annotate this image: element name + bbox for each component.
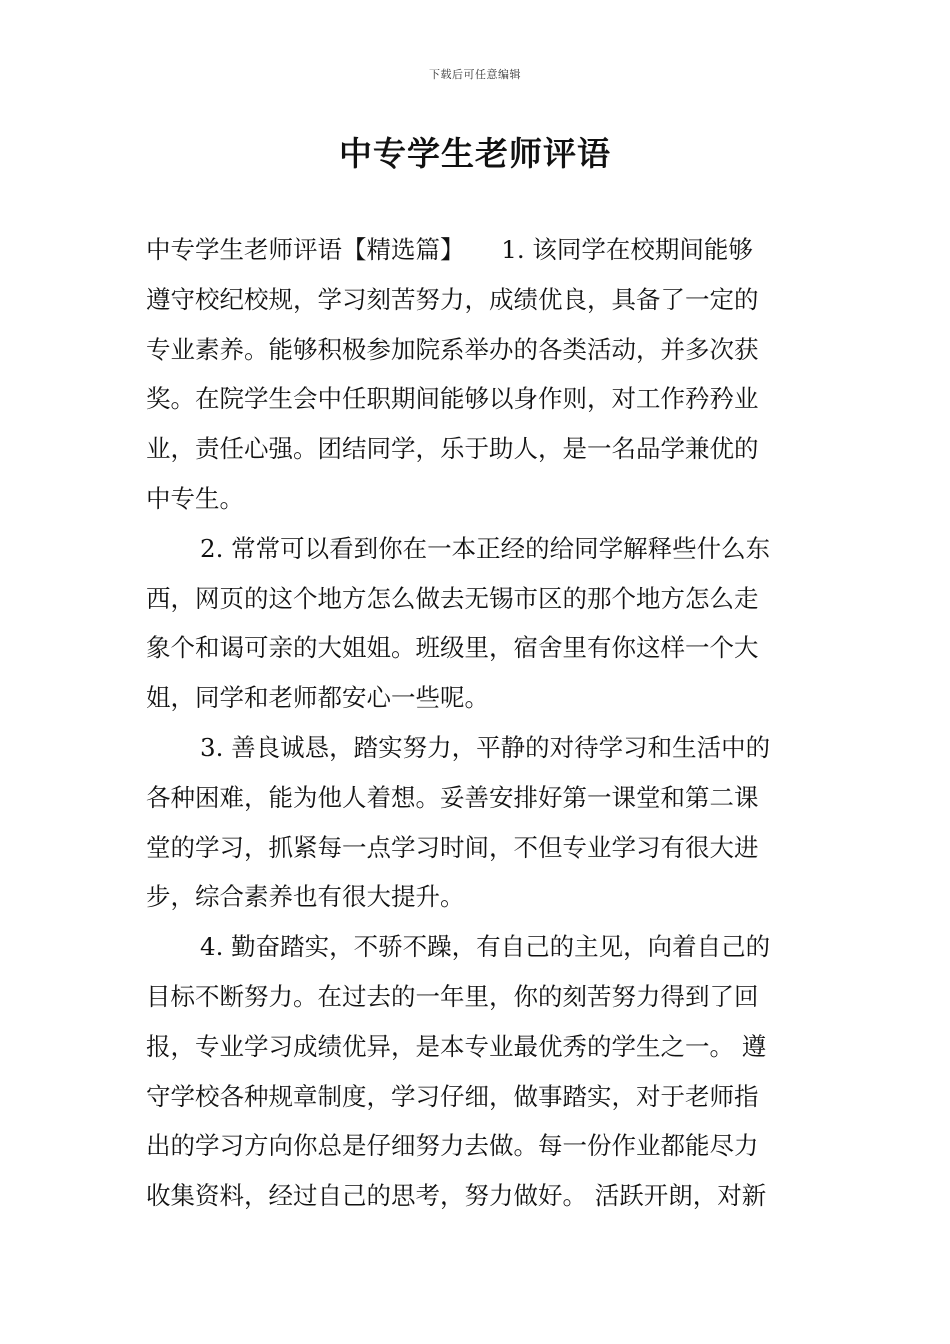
text-line: 象个和谒可亲的大姐姐。班级里，宿舍里有你这样一个大 — [146, 633, 759, 663]
text-line: 收集资料，经过自己的思考，努力做好。 活跃开朗，对新 — [146, 1181, 767, 1211]
text-line: 遵守校纪校规，学习刻苦努力，成绩优良，具备了一定的 — [146, 284, 759, 314]
text-line: 守学校各种规章制度，学习仔细，做事踏实，对于老师指 — [146, 1081, 759, 1111]
text-line: 目标不断努力。在过去的一年里，你的刻苦努力得到了回 — [146, 981, 759, 1011]
text-line: 出的学习方向你总是仔细努力去做。每一份作业都能尽力 — [146, 1131, 759, 1161]
text-line: 姐，同学和老师都安心一些呢。 — [146, 683, 489, 713]
text-line: 3. 善良诚恳，踏实努力，平静的对待学习和生活中的 — [200, 732, 771, 762]
page-title: 中专学生老师评语 — [339, 134, 611, 173]
document-body — [146, 225, 806, 1221]
text-line: 报，专业学习成绩优异，是本专业最优秀的学生之一。 遵 — [146, 1031, 767, 1061]
text-line: 业，责任心强。团结同学，乐于助人，是一名品学兼优的 — [146, 434, 759, 464]
text-line: 专业素养。能够积极参加院系举办的各类活动，并多次获 — [146, 334, 759, 364]
text-line: 中专学生老师评语【精选篇】 1. 该同学在校期间能够 — [146, 235, 753, 264]
text-line: 步，综合素养也有很大提升。 — [146, 882, 465, 912]
text-line: 4. 勤奋踏实，不骄不躁，有自己的主见，向着自己的 — [200, 932, 771, 962]
text-line: 各种困难，能为他人着想。妥善安排好第一课堂和第二课 — [146, 782, 759, 812]
text-line: 堂的学习，抓紧每一点学习时间，不但专业学习有很大进 — [146, 832, 759, 862]
text-line: 2. 常常可以看到你在一本正经的给同学解释些什么东 — [200, 533, 771, 563]
text-line: 中专生。 — [146, 483, 244, 513]
header-note: 下载后可任意编辑 — [429, 68, 521, 81]
text-line: 奖。在院学生会中任职期间能够以身作则，对工作矜矜业 — [146, 384, 759, 414]
text-line: 西，网页的这个地方怎么做去无锡市区的那个地方怎么走 — [146, 583, 759, 613]
